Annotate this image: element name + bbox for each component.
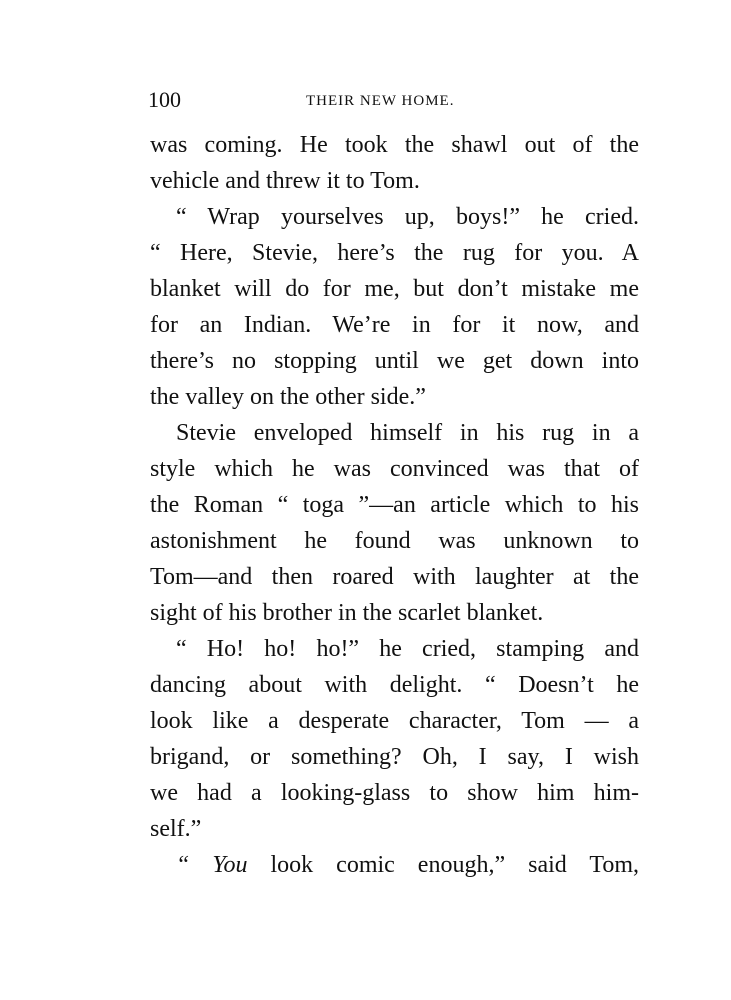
text-line: sight of his brother in the scarlet blanket.: [150, 600, 544, 626]
text-line: was coming. He took the shawl out of the: [150, 132, 639, 158]
text-line: self.”: [150, 816, 202, 842]
text-line: Stevie enveloped himself in his rug in a: [176, 420, 639, 446]
text-line-mixed: [150, 847, 639, 883]
text-line: blanket will do for me, but don’t mistake me: [150, 276, 639, 302]
page-number: 100: [148, 87, 181, 112]
page-header: [148, 86, 640, 114]
text-line: the Roman “ toga ”—an article which to his: [150, 492, 639, 518]
text-line: astonishment he found was unknown to: [150, 528, 639, 554]
italic-word: “ You: [176, 852, 248, 878]
text-line: “ Ho! ho! ho!” he cried, stamping and: [176, 636, 639, 662]
text-line: the valley on the other side.”: [150, 384, 426, 410]
text-line: there’s no stopping until we get down into: [150, 348, 639, 374]
text-line: “ Wrap yourselves up, boys!” he cried.: [176, 204, 639, 230]
text-line: “ Here, Stevie, here’s the rug for you. A: [150, 240, 639, 266]
line-remainder: look comic enough,” said Tom,: [247, 852, 639, 878]
body-text: [150, 127, 639, 883]
text-line: brigand, or something? Oh, I say, I wish: [150, 744, 639, 770]
text-line: we had a looking-glass to show him him-: [150, 780, 639, 806]
text-line: vehicle and threw it to Tom.: [150, 168, 420, 194]
text-line: dancing about with delight. “ Doesn’t he: [150, 672, 639, 698]
text-line: for an Indian. We’re in for it now, and: [150, 312, 639, 338]
running-head: THEIR NEW HOME.: [306, 93, 455, 109]
text-line: Tom—and then roared with laughter at the: [150, 564, 639, 590]
text-line: look like a desperate character, Tom — a: [150, 708, 639, 734]
text-line: style which he was convinced was that of: [150, 456, 639, 482]
